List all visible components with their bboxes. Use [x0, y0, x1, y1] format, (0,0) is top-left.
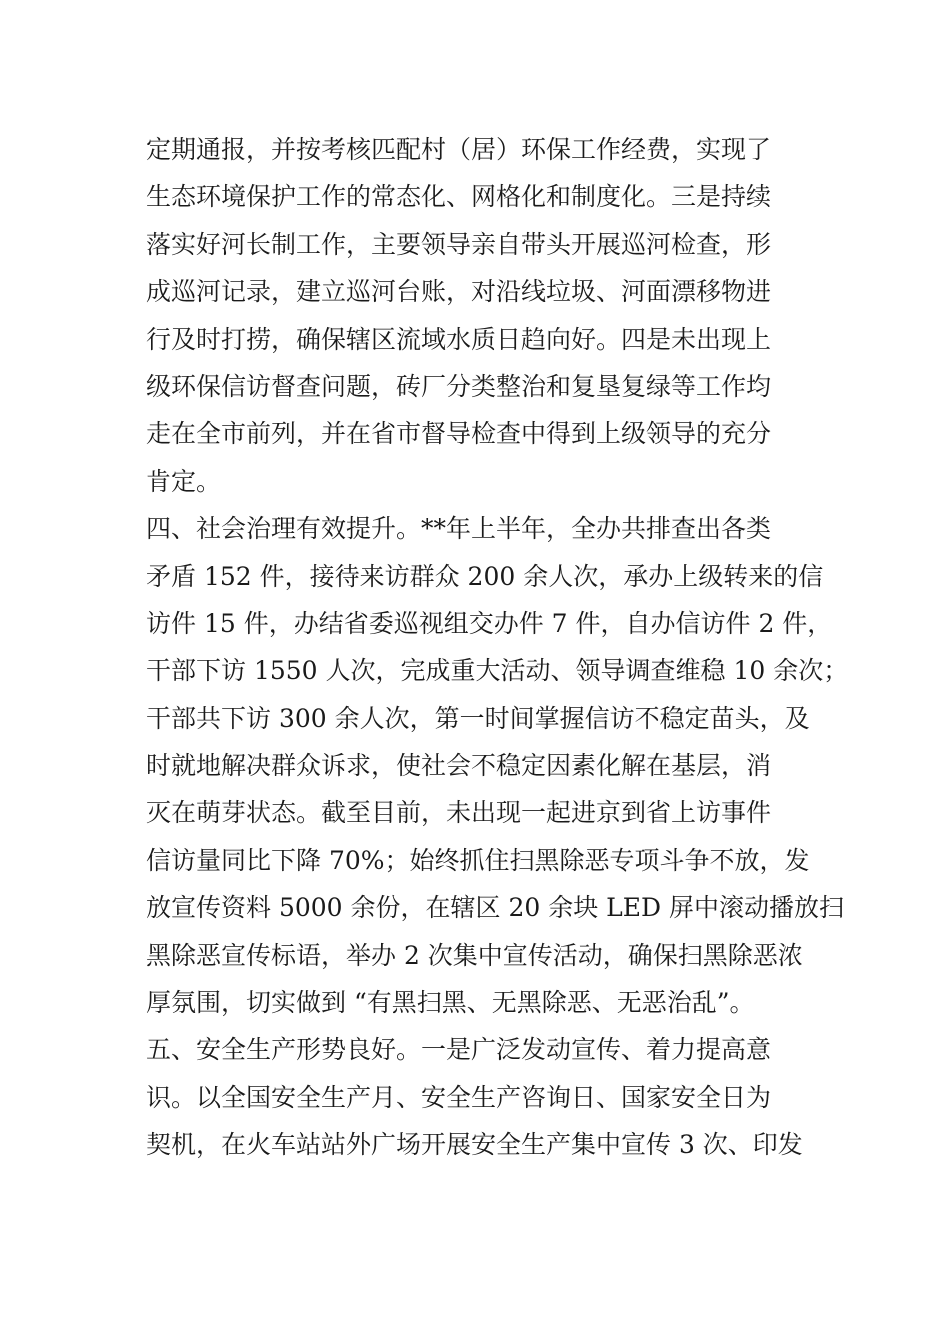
text-line: 行及时打捞，确保辖区流域水质日趋向好。四是未出现上	[146, 324, 772, 354]
text-line: 干部共下访 300 余人次，第一时间掌握信访不稳定苗头，及	[146, 703, 810, 733]
text-line: 识。以全国安全生产月、安全生产咨询日、国家安全日为	[146, 1082, 772, 1112]
text-line: 放宣传资料 5000 余份，在辖区 20 余块 LED 屏中滚动播放扫	[146, 893, 845, 923]
body-text	[146, 126, 849, 1169]
text-line: 访件 15 件，办结省委巡视组交办件 7 件，自办信访件 2 件，	[146, 608, 833, 638]
text-line: 肯定。	[146, 466, 222, 496]
text-line: 走在全市前列，并在省市督导检查中得到上级领导的充分	[146, 419, 772, 449]
text-line: 成巡河记录，建立巡河台账，对沿线垃圾、河面漂移物进	[146, 277, 772, 307]
text-line: 灭在萌芽状态。截至目前，未出现一起进京到省上访事件	[146, 798, 772, 828]
text-line: 落实好河长制工作，主要领导亲自带头开展巡河检查，形	[146, 229, 772, 259]
text-line: 干部下访 1550 人次，完成重大活动、领导调查维稳 10 余次；	[146, 656, 849, 686]
text-line: 厚氛围，切实做到 “有黑扫黑、无黑除恶、无恶治乱”。	[146, 988, 755, 1018]
text-line: 定期通报，并按考核匹配村（居）环保工作经费，实现了	[146, 135, 772, 164]
text-line: 黑除恶宣传标语，举办 2 次集中宣传活动，确保扫黑除恶浓	[146, 940, 803, 970]
section-heading-line: 四、社会治理有效提升。**年上半年，全办共排查出各类	[146, 514, 772, 544]
text-line: 生态环境保护工作的常态化、网格化和制度化。三是持续	[146, 182, 772, 212]
text-line: 信访量同比下降 70%；始终抓住扫黑除恶专项斗争不放，发	[146, 845, 810, 875]
section-heading-line: 五、安全生产形势良好。一是广泛发动宣传、着力提高意	[146, 1035, 772, 1065]
text-line: 级环保信访督查问题，砖厂分类整治和复垦复绿等工作均	[146, 371, 772, 401]
text-line: 矛盾 152 件，接待来访群众 200 余人次，承办上级转来的信	[146, 561, 824, 591]
text-line: 时就地解决群众诉求，使社会不稳定因素化解在基层，消	[146, 751, 772, 781]
text-line: 契机，在火车站站外广场开展安全生产集中宣传 3 次、印发	[146, 1130, 803, 1160]
